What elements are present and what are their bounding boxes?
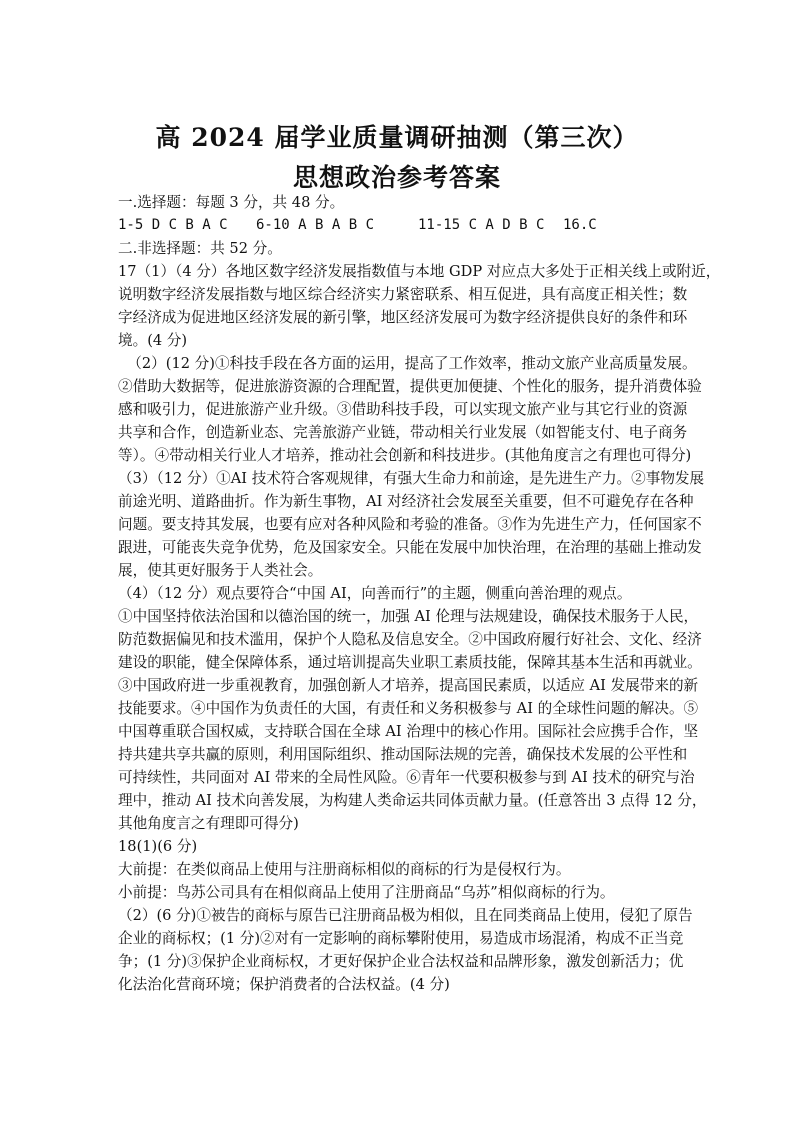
answer-line: 中国尊重联合国权威，支持联合国在全球 AI 治理中的核心作用。国际社会应携手合作，坚 [118,723,699,740]
page-title: 高 2024 届学业质量调研抽测（第三次） [155,123,639,152]
answer-line: 字经济成为促进地区经济发展的新引擎，地区经济发展可为数字经济提供良好的条件和环 [118,309,688,326]
answer-line: 技能要求。④中国作为负责任的大国，有责任和义务积极参与 AI 的全球性问题的解决。⑤ [118,700,699,717]
section-heading-choice: 一.选择题：每题 3 分，共 48 分。 [118,194,345,211]
choice-answers-group: 1-5 D C B A C [118,217,228,233]
answer-line: 大前提：在类似商品上使用与注册商标相似的商标的行为是侵权行为。 [118,861,571,878]
answer-line: 企业的商标权；(1 分)②对有一定影响的商标攀附使用，易造成市场混淆，构成不正当竞 [118,930,684,947]
answer-line: 防范数据偏见和技术滥用，保护个人隐私及信息安全。②中国政府履行好社会、文化、经济 [118,631,702,648]
answer-line: 展，使其更好服务于人类社会。 [118,562,323,579]
page-subtitle: 思想政治参考答案 [292,163,501,192]
choice-answers-row [118,214,704,237]
choice-answers-group: 6-10 A B A B C [256,217,375,233]
answer-line: 理中，推动 AI 技术向善发展，为构建人类命运共同体贡献力量。(任意答出 3 点得 12 分， [118,792,707,809]
answer-line: 问题。要支持其发展，也要有应对各种风险和考验的准备。③作为先进生产力，任何国家不 [118,516,702,533]
answer-line: 化法治化营商环境；保护消费者的合法权益。(4 分) [118,976,450,993]
answer-line: ②借助大数据等，促进旅游资源的合理配置，提供更加便捷、个性化的服务，提升消费体验 [118,378,702,395]
answer-line: 18(1)(6 分) [118,838,198,855]
section-heading-nonchoice: 二.非选择题：共 52 分。 [118,240,282,257]
answer-line: 境。(4 分) [118,332,188,349]
answer-line: 其他角度言之有理即可得分) [118,815,299,832]
choice-answers-group: 16.C [563,217,597,233]
answer-line: （4）（12 分）观点要符合“中国 AI，向善而行”的主题，侧重向善治理的观点。 [118,585,632,602]
answer-line: 持共建共享共赢的原则，利用国际组织、推动国际法规的完善，确保技术发展的公平性和 [118,746,688,763]
answer-line: 感和吸引力，促进旅游产业升级。③借助科技手段，可以实现文旅产业与其它行业的资源 [118,401,688,418]
answer-line: 跟进，可能丧失竞争优势，危及国家安全。只能在发展中加快治理，在治理的基础上推动发 [118,539,702,556]
answer-line: 可持续性，共同面对 AI 带来的全局性风险。⑥青年一代要积极参与到 AI 技术的研究与治 [118,769,695,786]
answer-line: 共享和合作，创造新业态、完善旅游产业链，带动相关行业发展（如智能支付、电子商务 [118,424,688,441]
answer-line: 建设的职能，健全保障体系，通过培训提高失业职工素质技能，保障其基本生活和再就业。 [118,654,702,671]
answer-line: ③中国政府进一步重视教育，加强创新人才培养，提高国民素质，以适应 AI 发展带来的新 [118,677,699,694]
answer-line: 争；(1 分)③保护企业商标权，才更好保护企业合法权益和品牌形象，激发创新活力；优 [118,953,684,970]
choice-answers-group: 11-15 C A D B C [418,217,545,233]
answer-line: （3）（12 分）①AI 技术符合客观规律，有强大生命力和前途，是先进生产力。②事物发展 [118,470,705,487]
answer-content [118,191,721,996]
answer-line: 小前提：鸟苏公司具有在相似商品上使用了注册商品“乌苏”相似商标的行为。 [118,884,615,901]
answer-line: （2）(12 分)①科技手段在各方面的运用，提高了工作效率，推动文旅产业高质量发展。 [118,355,697,372]
answer-line: 等）。④带动相关行业人才培养，推动社会创新和科技进步。(其他角度言之有理也可得分) [118,447,692,464]
answer-line: 说明数字经济发展指数与地区综合经济实力紧密联系、相互促进，具有高度正相关性；数 [118,286,688,303]
answer-line: 17（1）（4 分）各地区数字经济发展指数值与本地 GDP 对应点大多处于正相关线上或附近， [118,263,721,280]
answer-line: ①中国坚持依法治国和以德治国的统一，加强 AI 伦理与法规建设，确保技术服务于人民， [118,608,699,625]
answer-line: 前途光明、道路曲折。作为新生事物，AI 对经济社会发展至关重要，但不可避免存在各种 [118,493,694,510]
answer-line: （2）(6 分)①被告的商标与原告已注册商品极为相似，且在同类商品上使用，侵犯了原告 [118,907,693,924]
